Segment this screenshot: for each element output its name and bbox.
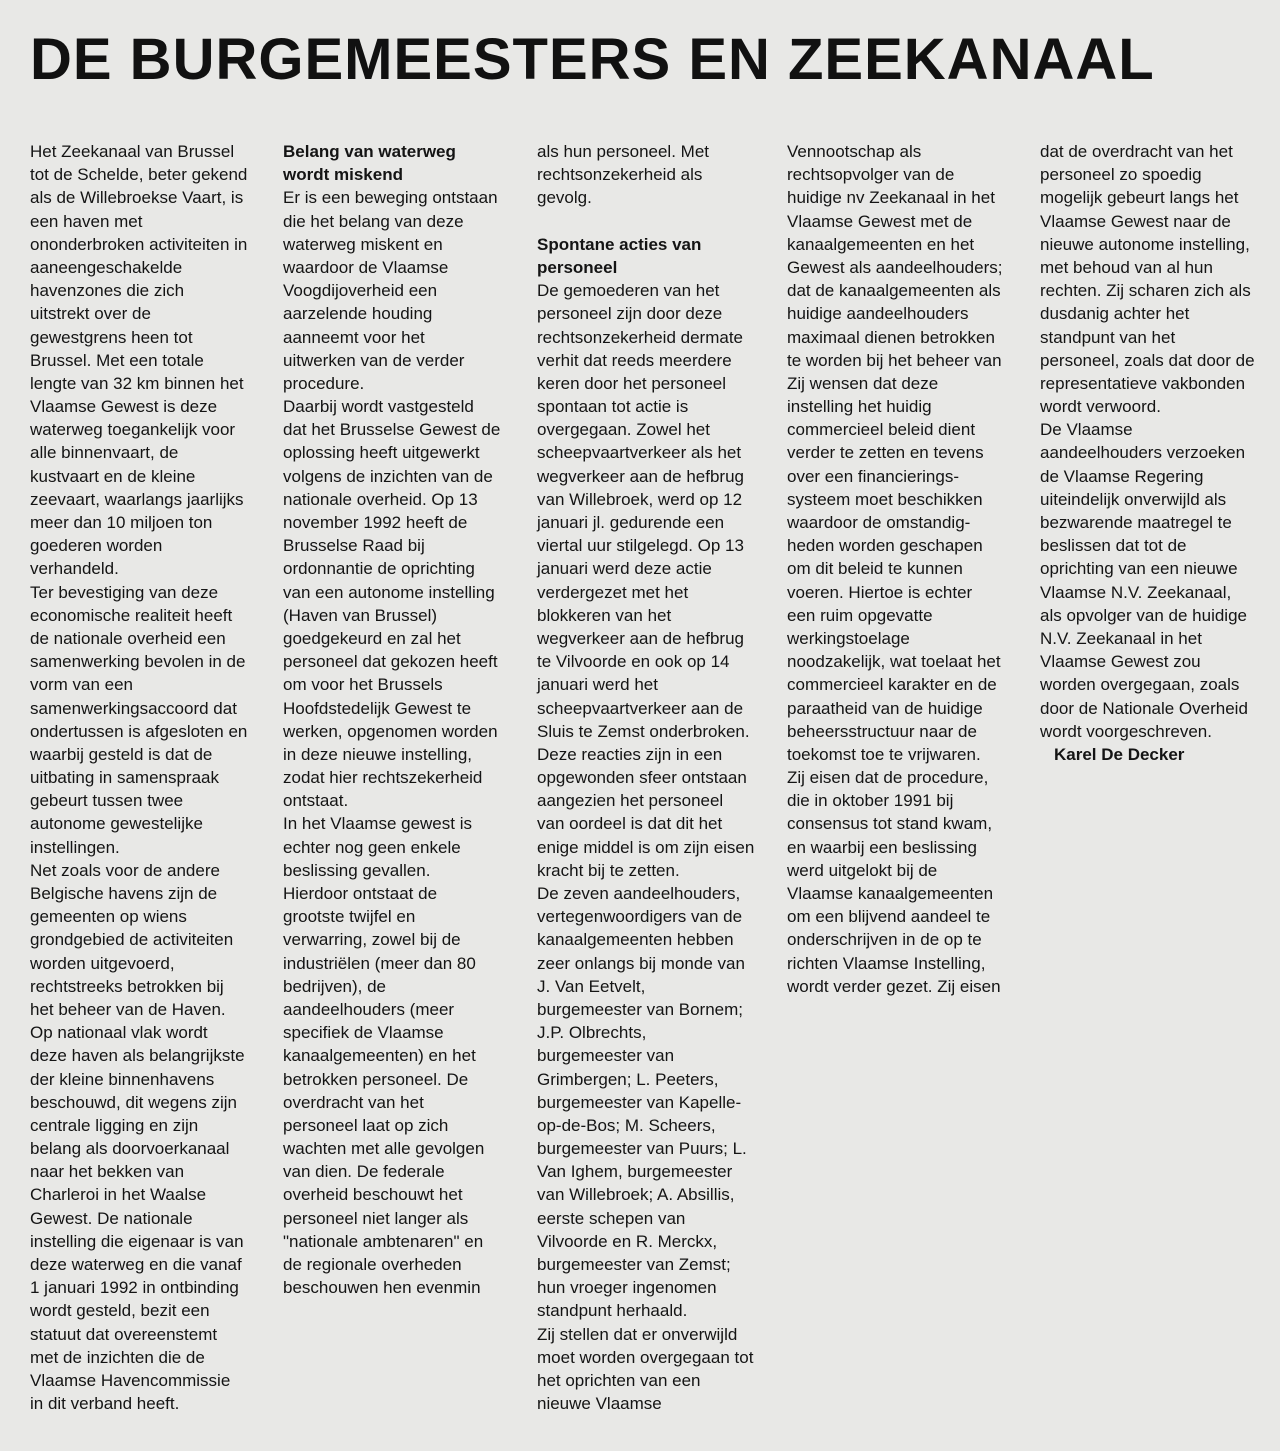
body-text-line: meer dan 10 miljoen ton: [30, 513, 213, 532]
body-text-line: huidige nv Zeekanaal in het: [787, 188, 995, 208]
body-text-line: instellingen.: [30, 837, 120, 857]
body-text-line: burgemeester van Zemst;: [537, 1255, 731, 1274]
body-text-line: Vlaamse kanaalgemeenten: [787, 884, 994, 903]
body-text-line: oprichting van een nieuwe: [1040, 559, 1238, 579]
body-text-line: scheepvaartverkeer aan de: [537, 698, 744, 718]
article-column-1: [30, 140, 247, 1415]
body-text-line: goedgekeurd en zal het: [283, 628, 461, 648]
body-text-line: wegverkeer aan de hefbrug: [537, 466, 744, 486]
body-text-line: echter nog geen enkele: [283, 837, 461, 857]
body-text-line: Daarbij wordt vastgesteld: [283, 397, 474, 417]
body-text-line: consensus tot stand kwam,: [787, 814, 993, 834]
body-text-line: Brussel. Met een totale: [30, 350, 204, 370]
body-text-line: werkingstoelage: [787, 628, 910, 648]
body-text-line: eerste schepen van: [537, 1208, 686, 1228]
body-text-line: de nationale overheid een: [30, 628, 226, 648]
body-text-line: rechtsopvolger van de: [787, 165, 955, 185]
body-text-line: instelling die eigenaar is van: [30, 1231, 244, 1251]
body-text-line: als opvolger van de huidige: [1040, 605, 1247, 625]
body-text-line: J. Van Eetvelt,: [537, 976, 646, 996]
body-text-line: personeel laat op zich: [283, 1115, 449, 1135]
body-text-line: dat het Brusselse Gewest de: [283, 420, 501, 440]
body-text-line: waardoor de omstandig-: [787, 513, 971, 532]
body-text-line: deze haven als belangrijkste: [30, 1046, 245, 1066]
body-text-line: van oordeel is dat dit het: [537, 814, 723, 834]
body-text-line: commercieel beleid dient: [787, 420, 976, 440]
body-text-line: oplossing heeft uitgewerkt: [283, 443, 480, 463]
body-text-line: rechtstreeks betrokken bij: [30, 976, 224, 996]
article-column-3: [537, 140, 754, 1415]
body-text-line: betrokken personeel. De: [283, 1069, 469, 1089]
body-text-line: grootste twijfel en: [283, 907, 416, 927]
body-text-line: hun vroeger ingenomen: [537, 1278, 717, 1298]
body-text-line: wordt verwoord.: [1040, 397, 1161, 417]
body-text-line: Zij eisen dat de procedure,: [787, 768, 989, 788]
body-text-line: wordt gesteld, bezit een: [30, 1301, 210, 1321]
body-text-line: Vlaamse Gewest naar de: [1040, 211, 1231, 231]
body-text-line: met behoud van al hun: [1040, 257, 1213, 277]
body-text-line: standpunt van het: [1040, 327, 1176, 347]
body-text-line: moet worden overgegaan tot: [537, 1347, 754, 1367]
paragraph-spacer: [537, 210, 754, 233]
body-text-line: beheersstructuur naar de: [787, 721, 977, 741]
body-text-line: beslissen dat tot de: [1040, 536, 1187, 556]
body-text-line: naar het bekken van: [30, 1162, 185, 1182]
body-text-line: rechten. Zij scharen zich als: [1040, 281, 1251, 301]
body-text-line: Brusselse Raad bij: [283, 536, 425, 556]
body-text-line: zodat hier rechtszekerheid: [283, 768, 483, 788]
body-text-line: dusdanig achter het: [1040, 304, 1190, 324]
body-text-line: nationale overheid. Op 13: [283, 489, 478, 509]
body-text-line: Hierdoor ontstaat de: [283, 884, 438, 903]
body-text-line: werd uitgelokt bij de: [787, 860, 938, 880]
body-text-line: overheid beschouwt het: [283, 1185, 463, 1205]
body-text-line: kracht bij te zetten.: [537, 860, 680, 880]
body-text-line: Vennootschap als: [787, 142, 922, 161]
body-text-line: aandeelhouders verzoeken: [1040, 443, 1246, 463]
body-text-line: goederen worden: [30, 536, 163, 556]
body-text-line: kanaalgemeenten en het: [787, 234, 975, 254]
body-text-line: Vlaamse Gewest is deze: [30, 397, 218, 417]
article-title: DE BURGEMEESTERS EN ZEEKANAAL: [30, 27, 1155, 92]
body-text-line: waterweg toegankelijk voor: [30, 420, 236, 440]
body-text-line: het beheer van de Haven.: [30, 999, 226, 1019]
body-text-line: opgewonden sfeer ontstaan: [537, 768, 747, 788]
body-text-line: ondertussen is afgesloten en: [30, 721, 248, 741]
body-text-line: spontaan tot actie is: [537, 397, 689, 417]
body-text-line: der kleine binnenhavens: [30, 1069, 215, 1089]
body-text-line: om dit beleid te kunnen: [787, 559, 963, 579]
body-text-line: paraatheid van de huidige: [787, 698, 983, 718]
body-text-line: tot de Schelde, beter gekend: [30, 165, 248, 185]
body-text-line: Vlaamse Gewest met de: [787, 211, 973, 231]
body-text-line: representatieve vakbonden: [1040, 373, 1246, 393]
body-text-line: burgemeester van Kapelle-: [537, 1092, 742, 1112]
body-text-line: personeel dat gekozen heeft: [283, 652, 498, 672]
body-text-line: Zij stellen dat er onverwijld: [537, 1324, 738, 1344]
body-text-line: heden worden geschapen: [787, 536, 983, 556]
body-text-line: standpunt herhaald.: [537, 1301, 688, 1321]
body-text-line: kustvaart en de kleine: [30, 466, 196, 486]
body-text-line: instelling het huidig: [787, 397, 932, 417]
body-text-line: januari werd het: [537, 675, 658, 695]
body-text-line: beschouwd, dit wegens zijn: [30, 1092, 237, 1112]
body-text-line: personeel niet langer als: [283, 1208, 469, 1228]
body-text-line: bezwarende maatregel te: [1040, 513, 1232, 532]
body-text-line: systeem moet beschikken: [787, 489, 983, 509]
body-text-line: Deze reacties zijn in een: [537, 744, 723, 764]
body-text-line: Grimbergen; L. Peeters,: [537, 1069, 719, 1089]
body-text-line: Sluis te Zemst onderbroken.: [537, 721, 750, 741]
body-text-line: ononderbroken activiteiten in: [30, 234, 248, 254]
body-text-line: als hun personeel. Met: [537, 142, 709, 161]
body-text-line: De gemoederen van het: [537, 281, 720, 301]
body-text-line: verdergezet met het: [537, 582, 689, 602]
subheading-line: personeel: [537, 257, 618, 277]
article-column-5: [1040, 140, 1255, 766]
body-text-line: om voor het Brussels: [283, 675, 443, 695]
body-text-line: blokkeren van het: [537, 605, 672, 625]
body-text-line: van een autonome instelling: [283, 582, 495, 602]
body-text-line: nieuwe Vlaamse: [537, 1394, 662, 1414]
body-text-line: gebeurt tussen twee: [30, 791, 184, 811]
body-text-line: kanaalgemeenten hebben: [537, 930, 734, 950]
body-text-line: Zij wensen dat deze: [787, 373, 939, 393]
body-text-line: wachten met alle gevolgen: [283, 1139, 485, 1159]
body-text-line: van dien. De federale: [283, 1162, 445, 1182]
body-text-line: januari werd deze actie: [537, 559, 712, 579]
body-text-line: Net zoals voor de andere: [30, 860, 220, 880]
body-text-line: statuut dat overeenstemt: [30, 1324, 218, 1344]
subheading-line: Spontane acties van: [537, 234, 702, 254]
body-text-line: De zeven aandeelhouders,: [537, 884, 741, 903]
body-text-line: gevolg.: [537, 188, 592, 208]
body-text-line: Gewest als aandeelhouders;: [787, 257, 1003, 277]
body-text-line: verder te zetten en tevens: [787, 443, 984, 463]
body-text-line: commercieel karakter en de: [787, 675, 997, 695]
body-text-line: voeren. Hiertoe is echter: [787, 582, 973, 602]
body-text-line: nieuwe autonome instelling,: [1040, 234, 1250, 254]
body-text-line: om een blijvend aandeel te: [787, 907, 991, 927]
body-text-line: Gewest. De nationale: [30, 1208, 193, 1228]
body-text-line: maximaal dienen betrokken: [787, 327, 995, 347]
body-text-line: Hoofdstedelijk Gewest te: [283, 698, 472, 718]
body-text-line: uitwerken van de verder: [283, 350, 465, 370]
body-text-line: Van Ighem, burgemeester: [537, 1162, 733, 1182]
body-text-line: N.V. Zeekanaal in het: [1040, 628, 1202, 648]
body-text-line: burgemeester van: [537, 1046, 675, 1066]
body-text-line: worden overgegaan, zoals: [1040, 675, 1240, 695]
body-text-line: alle binnenvaart, de: [30, 443, 179, 463]
body-text-line: verhit dat reeds meerdere: [537, 350, 732, 370]
body-text-line: specifiek de Vlaamse: [283, 1023, 444, 1043]
body-text-line: Vlaamse N.V. Zeekanaal,: [1040, 582, 1232, 602]
article-column-4: [787, 140, 1002, 998]
body-text-line: overdracht van het: [283, 1092, 424, 1112]
body-text-line: gemeenten op wiens: [30, 907, 187, 927]
body-text-line: samenwerkingsaccoord dat: [30, 698, 237, 718]
body-text-line: door de Nationale Overheid: [1040, 698, 1248, 718]
body-text-line: over een financierings-: [787, 466, 959, 486]
body-text-line: met de inzichten die de: [30, 1347, 205, 1367]
body-text-line: burgemeester van Bornem;: [537, 999, 743, 1019]
body-text-line: de regionale overheden: [283, 1255, 462, 1274]
body-text-line: belang als doorvoerkanaal: [30, 1139, 230, 1159]
body-text-line: rechtsonzekerheid dermate: [537, 327, 744, 347]
body-text-line: Het Zeekanaal van Brussel: [30, 142, 235, 161]
body-text-line: zeevaart, waarlangs jaarlijks: [30, 489, 244, 509]
body-text-line: aarzelende houding: [283, 304, 433, 324]
body-text-line: scheepvaartverkeer als het: [537, 443, 742, 463]
body-text-line: De Vlaamse: [1040, 420, 1133, 440]
body-text-line: te Vilvoorde en ook op 14: [537, 652, 730, 672]
body-text-line: vertegenwoordigers van de: [537, 907, 743, 927]
body-text-line: Belgische havens zijn de: [30, 884, 218, 903]
body-text-line: als de Willebroekse Vaart, is: [30, 188, 244, 208]
body-text-line: samenwerking bevolen in de: [30, 652, 246, 672]
body-text-line: Vlaamse Gewest zou: [1040, 652, 1201, 672]
body-text-line: aandeelhouders (meer: [283, 999, 455, 1019]
body-text-line: uitstrekt over de: [30, 304, 151, 324]
body-text-line: noodzakelijk, wat toelaat het: [787, 652, 1001, 672]
subheading-line: wordt miskend: [283, 165, 403, 185]
body-text-line: een haven met: [30, 211, 143, 231]
body-text-line: overgegaan. Zowel het: [537, 420, 710, 440]
body-text-line: Op nationaal vlak wordt: [30, 1023, 208, 1043]
body-text-line: aaneengeschakelde: [30, 257, 183, 277]
body-text-line: enige middel is om zijn eisen: [537, 837, 755, 857]
body-text-line: wordt verder gezet. Zij eisen: [787, 976, 1001, 996]
body-text-line: van Willebroek; A. Absillis,: [537, 1185, 735, 1205]
body-text-line: op-de-Bos; M. Scheers,: [537, 1115, 716, 1135]
body-text-line: beschouwen hen evenmin: [283, 1278, 481, 1298]
body-text-line: de Vlaamse Regering: [1040, 466, 1204, 486]
body-text-line: J.P. Olbrechts,: [537, 1023, 647, 1043]
body-text-line: die het belang van deze: [283, 211, 464, 231]
body-text-line: Charleroi in het Waalse: [30, 1185, 207, 1205]
body-text-line: viertal uur stilgelegd. Op 13: [537, 536, 744, 556]
body-text-line: Vilvoorde en R. Merckx,: [537, 1231, 718, 1251]
body-text-line: november 1992 heeft de: [283, 513, 468, 532]
body-text-line: verhandeld.: [30, 559, 119, 579]
body-text-line: huidige aandeelhouders: [787, 304, 969, 324]
body-text-line: In het Vlaamse gewest is: [283, 814, 472, 834]
body-text-line: een ruim opgevatte: [787, 605, 933, 625]
body-text-line: en waarbij een beslissing: [787, 837, 977, 857]
body-text-line: waterweg miskent en: [283, 234, 443, 254]
body-text-line: gewestgrens heen tot: [30, 327, 193, 347]
body-text-line: (Haven van Brussel): [283, 605, 438, 625]
body-text-line: werken, opgenomen worden: [283, 721, 498, 741]
body-text-line: personeel, zoals dat door de: [1040, 350, 1255, 370]
body-text-line: uiteindelijk onverwijld als: [1040, 489, 1227, 509]
body-text-line: verwarring, zowel bij de: [283, 930, 461, 950]
body-text-line: in deze nieuwe instelling,: [283, 744, 473, 764]
body-text-line: wegverkeer aan de hefbrug: [537, 628, 744, 648]
body-text-line: burgemeester van Puurs; L.: [537, 1139, 747, 1159]
body-text-line: havenzones die zich: [30, 281, 185, 301]
body-text-line: toekomst toe te vrijwaren.: [787, 744, 981, 764]
body-text-line: van Willebroek, werd op 12: [537, 489, 743, 509]
body-text-line: procedure.: [283, 373, 365, 393]
body-text-line: het oprichten van een: [537, 1370, 701, 1390]
author-signature: Karel De Decker: [1054, 744, 1185, 764]
body-text-line: zeer onlangs bij monde van: [537, 953, 745, 973]
body-text-line: Vlaamse Havencommissie: [30, 1370, 231, 1390]
body-text-line: economische realiteit heeft: [30, 605, 233, 625]
body-text-line: ordonnantie de oprichting: [283, 559, 475, 579]
body-text-line: aangezien het personeel: [537, 791, 724, 811]
body-text-line: rechtsonzekerheid als: [537, 165, 703, 185]
body-text-line: keren door het personeel: [537, 373, 727, 393]
body-text-line: waardoor de Vlaamse: [283, 257, 449, 277]
body-text-line: ontstaat.: [283, 791, 349, 811]
body-text-line: uitbating in samenspraak: [30, 768, 220, 788]
body-text-line: mogelijk gebeurt langs het: [1040, 188, 1239, 208]
body-text-line: in dit verband heeft.: [30, 1394, 180, 1414]
body-text-line: wordt voorgeschreven.: [1040, 721, 1212, 741]
body-text-line: dat de overdracht van het: [1040, 142, 1233, 161]
body-text-line: waarbij gesteld is dat de: [30, 744, 213, 764]
body-text-line: personeel zo spoedig: [1040, 165, 1202, 185]
body-text-line: worden uitgevoerd,: [30, 953, 175, 973]
body-text-line: onderschrijven in de op te: [787, 930, 982, 950]
body-text-line: die in oktober 1991 bij: [787, 791, 954, 811]
body-text-line: Er is een beweging ontstaan: [283, 188, 498, 208]
body-text-line: personeel zijn door deze: [537, 304, 723, 324]
body-text-line: aanneemt voor het: [283, 327, 425, 347]
body-text-line: autonome gewestelijke: [30, 814, 203, 834]
body-text-line: kanaalgemeenten) en het: [283, 1046, 476, 1066]
body-text-line: volgens de inzichten van de: [283, 466, 493, 486]
body-text-line: dat de kanaalgemeenten als: [787, 281, 1001, 301]
body-text-line: beslissing gevallen.: [283, 860, 431, 880]
body-text-line: "nationale ambtenaren" en: [283, 1231, 484, 1251]
body-text-line: Ter bevestiging van deze: [30, 582, 219, 602]
body-text-line: 1 januari 1992 in ontbinding: [30, 1278, 239, 1298]
body-text-line: industriëlen (meer dan 80: [283, 953, 476, 973]
body-text-line: lengte van 32 km binnen het: [30, 373, 244, 393]
body-text-line: januari jl. gedurende een: [537, 513, 725, 532]
body-text-line: vorm van een: [30, 675, 133, 695]
body-text-line: centrale ligging en zijn: [30, 1115, 199, 1135]
article-column-2: [283, 140, 500, 1299]
body-text-line: te worden bij het beheer van: [787, 350, 1002, 370]
body-text-line: deze waterweg en die vanaf: [30, 1255, 242, 1274]
body-text-line: richten Vlaamse Instelling,: [787, 953, 986, 973]
subheading-line: Belang van waterweg: [283, 142, 456, 161]
body-text-line: bedrijven), de: [283, 976, 387, 996]
body-text-line: grondgebied de activiteiten: [30, 930, 234, 950]
body-text-line: Voogdijoverheid een: [283, 281, 438, 301]
